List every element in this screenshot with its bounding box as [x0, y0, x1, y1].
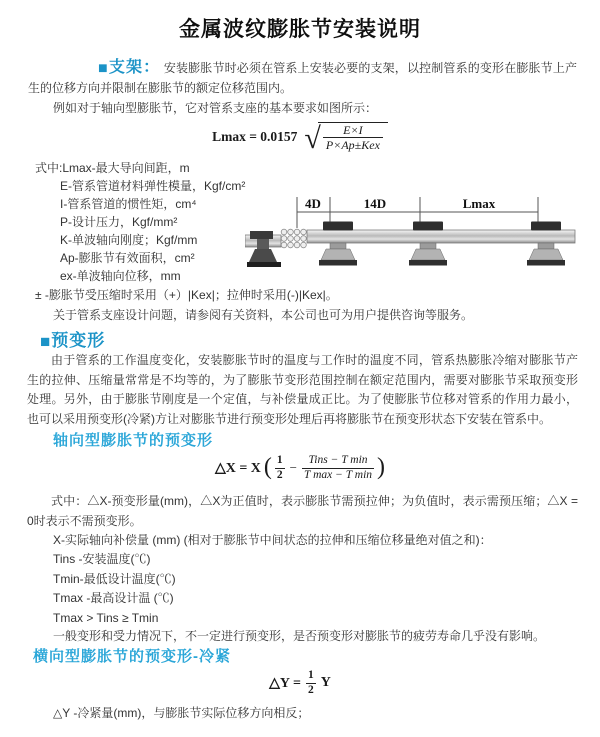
- dimension-label-14d: 14D: [363, 196, 387, 211]
- definition-line: ex-单波轴向位移，mm: [60, 269, 181, 283]
- predeform-heading-label: 预变形: [51, 331, 106, 350]
- temperature-definitions-list: [53, 550, 176, 628]
- definition-line: K-单波轴向刚度；Kgf/mm: [60, 233, 198, 247]
- square-bullet-icon: ■: [98, 60, 109, 77]
- fraction-numerator: 1: [307, 668, 314, 681]
- symbol-definitions-list: [35, 159, 245, 285]
- dimension-label-lmax: Lmax: [462, 196, 496, 211]
- axial-note: 一般变形和受力情况下，不一定进行预变形，是否预变形对膨胀节的疲劳寿命几乎没有影响。: [53, 629, 546, 643]
- definition-line: Tmin-最低设计温度(℃): [53, 571, 176, 586]
- anchor-clamp: [250, 231, 273, 239]
- predeform-paragraph: 由于管系的工作温度变化，安装膨胀节时的温度与工作时的温度不同，管系热膨胀冷缩对膨胀节产生的拉伸、压缩量常常是不均等的，为了膨胀节变形范围控制在额定范围内，需要对膨胀节采取预变形处理。另外，由于膨胀节刚度是一个定值，与补偿量成正比。为了使膨胀节位移对管系的作用力最小，也可以采用预变形(冷紧)方让对膨胀节进行预变形处理后再将膨胀节在预变形状态下安装在管系中。: [27, 353, 578, 426]
- minus-operator: −: [289, 460, 297, 475]
- dimension-label-4d: 4D: [305, 196, 321, 211]
- radical-expression: [304, 122, 387, 153]
- pipe-support-diagram: [245, 192, 597, 287]
- definition-line: Tmax > Tins ≥ Tmin: [53, 610, 159, 625]
- temperature-fraction: [302, 454, 374, 483]
- lateral-formula: [0, 667, 600, 699]
- fraction-numerator: 1: [276, 453, 283, 466]
- x-definition: X-实际轴向补偿量 (mm) (相对于膨胀节中间状态的拉伸和压缩位移量绝对值之和)：: [53, 533, 492, 547]
- bellows-icon: [281, 229, 306, 248]
- sign-convention-note: ± -膨胀节受压缩时采用（+）|Kex|；拉伸时采用(-)|Kex|。: [35, 288, 338, 302]
- support-heading-label: 支架：: [108, 59, 161, 76]
- fraction-denominator: T max − T min: [304, 468, 373, 481]
- lateral-note: △Y -冷紧量(mm)，与膨胀节实际位移方向相反；: [53, 706, 310, 720]
- open-paren: (: [263, 454, 272, 480]
- lmax-formula-lhs: Lmax = 0.0157: [212, 129, 298, 144]
- fraction-denominator: 2: [276, 468, 283, 481]
- axial-formula: [0, 450, 600, 486]
- pipe: [307, 230, 575, 243]
- square-root-icon: √: [304, 122, 321, 155]
- radical-numerator: E×I: [343, 122, 363, 137]
- support-intro-text: 安装膨胀节时必须在管系上安装必要的支架，以控制管系的变形在膨胀节上产生的位移方向并限制在膨胀节的额定位移范围内。: [28, 61, 577, 95]
- close-paren: ): [377, 454, 386, 480]
- guide-support: [527, 222, 565, 266]
- service-note: 关于管系支座设计问题，请参阅有关资料，本公司也可为用户提供咨询等服务。: [53, 308, 474, 322]
- axial-formula-explanation: 式中：△X-预变形量(mm)，△X为正值时，表示膨胀节需预拉伸；为负值时，表示需预压缩；△X = 0时表示不需预变形。: [27, 494, 578, 528]
- anchor-pedestal: [249, 249, 277, 262]
- support-paragraph: [28, 58, 577, 98]
- definition-line: P-设计压力，Kgf/mm²: [60, 215, 178, 229]
- guide-support: [409, 222, 447, 266]
- radical-fraction: [318, 122, 388, 153]
- support-heading: [63, 59, 160, 76]
- guide-support: [319, 222, 357, 266]
- definition-line: I-管系管道的惯性矩，cm⁴: [60, 197, 197, 211]
- lmax-formula: [0, 118, 600, 156]
- page-title: 金属波纹膨胀节安装说明: [179, 18, 421, 41]
- anchor-neck: [257, 239, 269, 250]
- fraction-denominator: 2: [307, 683, 314, 696]
- one-half-fraction: [275, 454, 285, 483]
- lateral-formula-lhs: △Y =: [269, 675, 301, 691]
- axial-subheading: 轴向型膨胀节的预变形: [53, 432, 214, 449]
- support-example-text: 例如对于轴向型膨胀节，它对管系支座的基本要求如图所示：: [53, 101, 378, 115]
- one-half-fraction: [306, 669, 316, 698]
- definition-line: E-管系管道材料弹性模量，Kgf/cm²: [60, 179, 246, 193]
- definition-line: Tmax -最高设计温 (℃): [53, 591, 174, 605]
- axial-formula-lhs: △X = X: [214, 460, 261, 476]
- definition-line: 式中:Lmax-最大导向间距，m: [35, 161, 190, 175]
- lateral-subheading: 横向型膨胀节的预变形-冷紧: [33, 648, 231, 665]
- predeform-heading: [40, 326, 105, 351]
- definition-line: Tins -安装温度(℃): [53, 552, 151, 566]
- radical-denominator: P×Ap±Kex: [323, 137, 383, 152]
- anchor-base: [247, 262, 281, 267]
- square-bullet-icon: ■: [40, 332, 52, 351]
- fraction-numerator: Tins − T min: [308, 453, 368, 466]
- definition-line: Ap-膨胀节有效面积，cm²: [60, 251, 195, 265]
- lateral-formula-rhs: Y: [320, 675, 331, 690]
